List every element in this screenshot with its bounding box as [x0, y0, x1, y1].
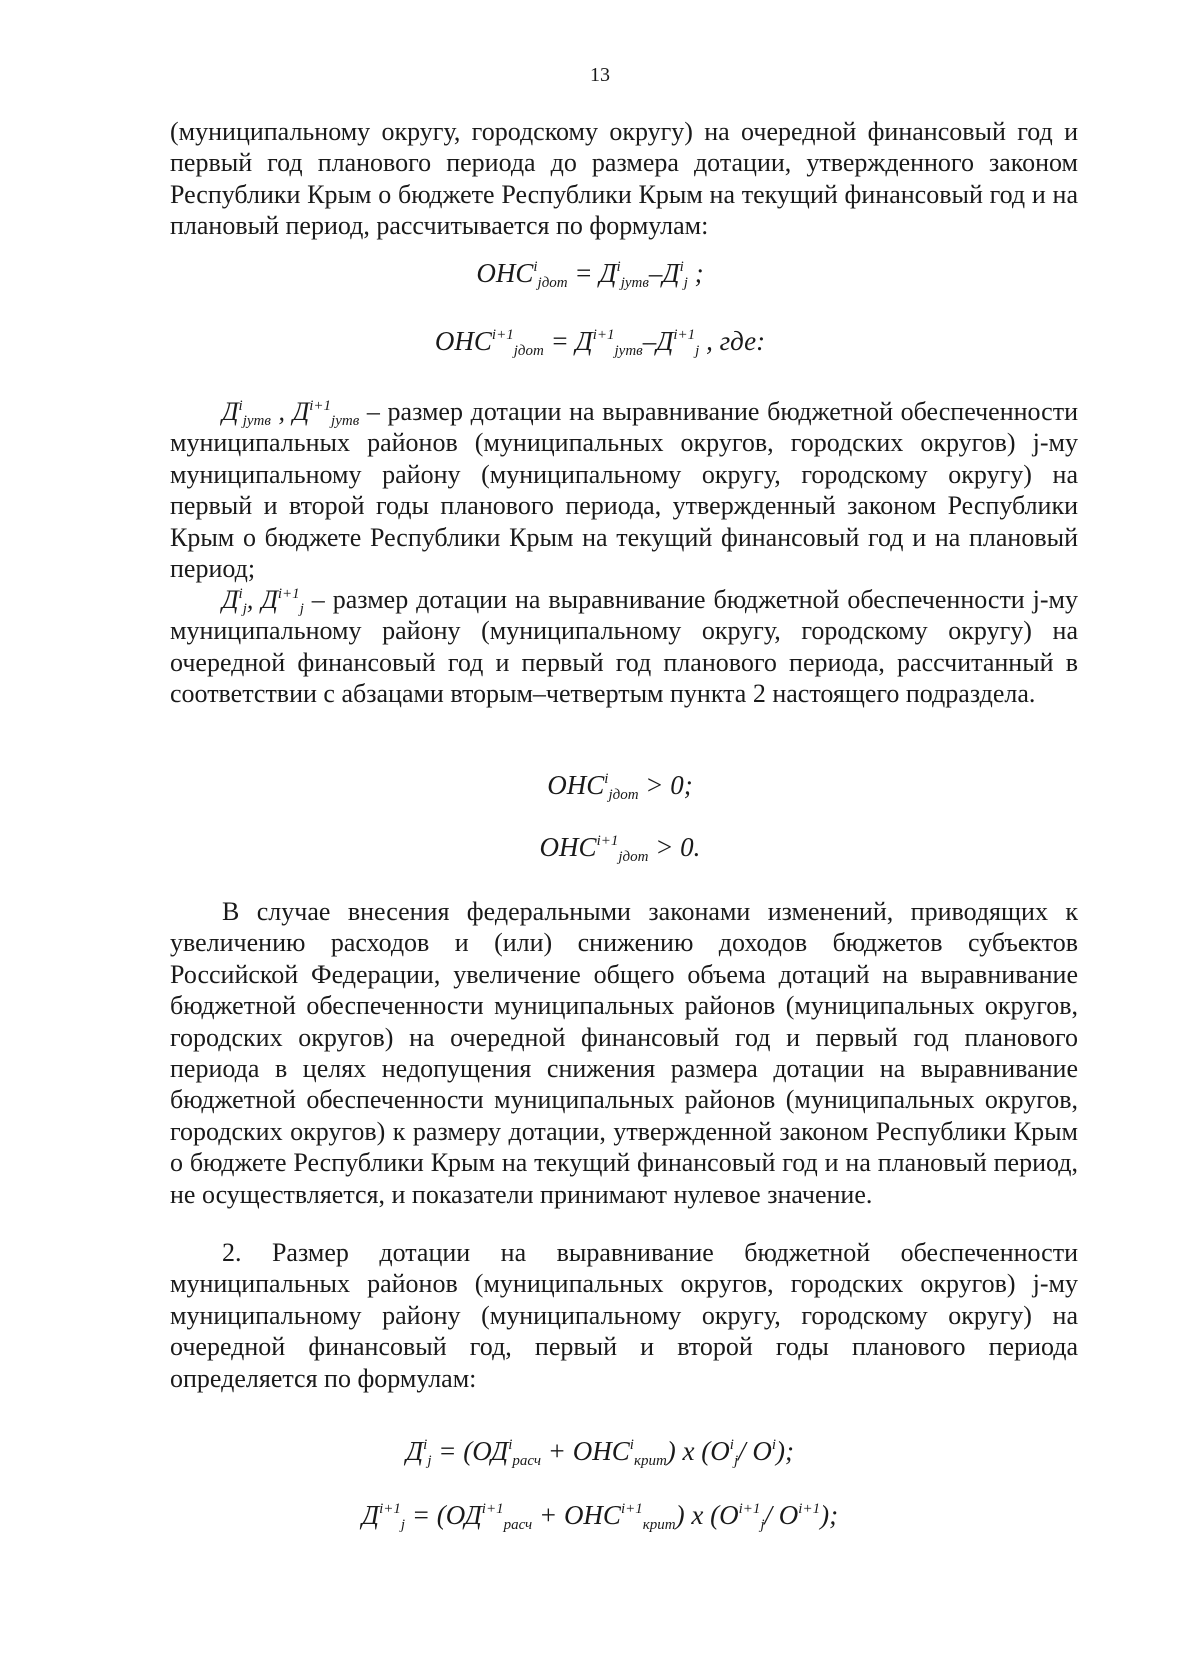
formula-d-i: $Д^i_j = (ОД^i_{расч} + ОНС^i_{крит})$ x ($О^i_j/$ $О^i$);: [405, 1436, 795, 1469]
formula-d-i-plus-1: $Д^{i+1}_j = (ОД^{i+1}_{расч} + ОНС^{i+1}_{крит})$ x ($О^{i+1}_j/$ $О^{i+1}$);: [361, 1500, 839, 1533]
paragraph-item-2: 2. Размер дотации на выравнивание бюджетной обеспеченности муниципальных районов (муниципальных округов, городских округов) j-му муниципальному району (муниципальному округу, городскому округу) на очередной финансовый год, первый и второй годы планового периода определяется по формулам:: [170, 1238, 1078, 1393]
definition-d-j: $Д^i_j$, $Д^{i+1}_j$ – размер дотации на выравнивание бюджетной обеспеченности j-му муниципальному району (муниципальному округу, городскому округу) на очередной финансовый год и первый год планового периода, рассчитанный в соответствии с абзацами вторым–четвертым пункта 2 настоящего подраздела.: [170, 585, 1079, 709]
formula-onc-i-positive: $ОНС^i_{jдот} > 0$;: [547, 770, 693, 803]
page-number: 13: [590, 64, 610, 86]
paragraph-federal-laws: В случае внесения федеральными законами изменений, приводящих к увеличению расходов и (или) снижению доходов бюджетов субъектов Российской Федерации, увеличение общего объема дотаций на выравнивание бюджетной обеспеченности муниципальных районов (муниципальных округов, городских округов) на очередной финансовый год и первый год планового периода в целях недопущения снижения размера дотации на выравнивание бюджетной обеспеченности муниципальных районов (муниципальных округов, городских округов) к размеру дотации, утвержденной законом Республики Крым о бюджете Республики Крым на текущий финансовый год и на плановый период, не осуществляется, и показатели принимают нулевое значение.: [170, 897, 1078, 1209]
definition-d-utv: $Д^i_{jутв}$ , $Д^{i+1}_{jутв}$ – размер дотации на выравнивание бюджетной обеспеченности муниципальных районов (муниципальных округов, городских округов) j-му муниципальному району (муниципальному округу, городскому округу) на первый и второй годы планового периода, утвержденный законом Республики Крым о бюджете Республики Крым на текущий финансовый год и на плановый период;: [170, 397, 1078, 584]
paragraph-intro: (муниципальному округу, городскому округу) на очередной финансовый год и первый год планового периода до размера дотации, утвержденного законом Республики Крым о бюджете Республики Крым на текущий финансовый год и на плановый период, рассчитывается по формулам:: [170, 117, 1078, 241]
formula-onc-i: $ОНС^i_{jдот} = Д^i_{jутв}-Д^i_j$ ;: [476, 258, 704, 291]
formula-onc-i-plus-1: $ОНС^{i+1}_{jдот} = Д^{i+1}_{jутв}-Д^{i+1}_j$ , где:: [434, 326, 766, 359]
formula-onc-i-plus-1-positive: $ОНС^{i+1}_{jдот} > 0$.: [539, 832, 701, 865]
